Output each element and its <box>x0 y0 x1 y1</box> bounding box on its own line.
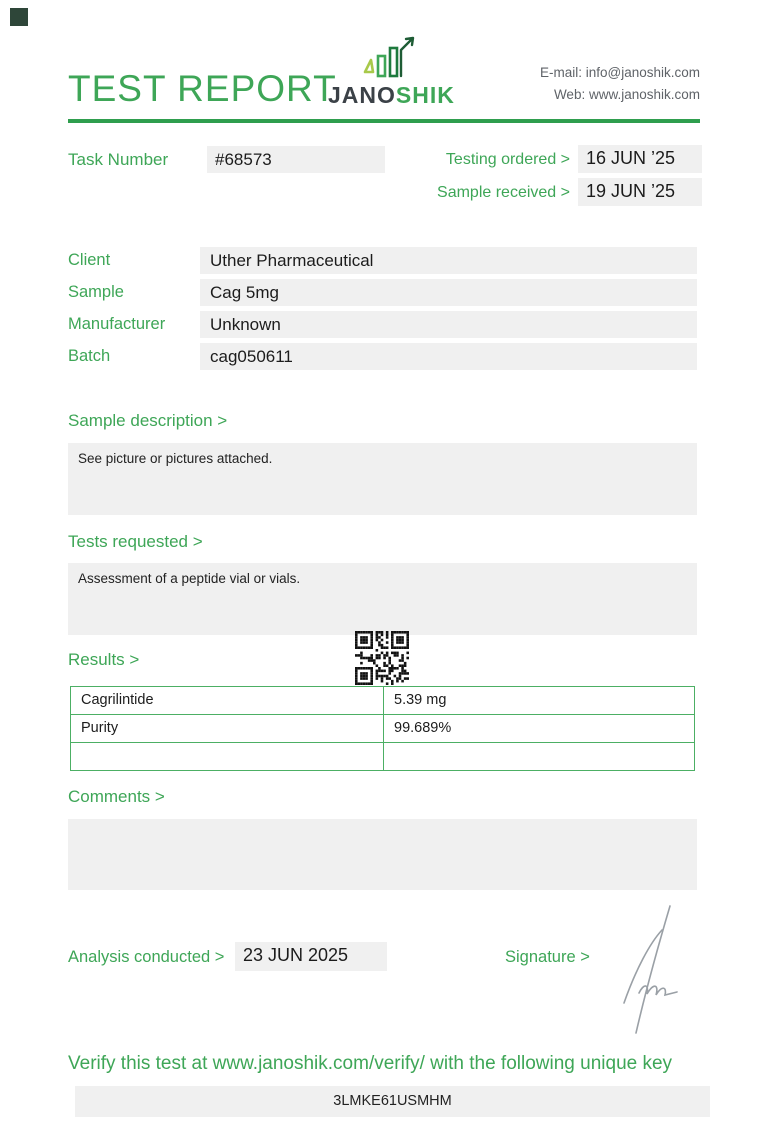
task-number-label: Task Number <box>68 150 169 169</box>
results-heading: Results > <box>68 650 140 669</box>
sample-description-heading: Sample description > <box>68 411 228 430</box>
result-name: Cagrilintide <box>71 687 384 714</box>
signature-scribble <box>612 903 684 1043</box>
result-name: Purity <box>71 715 384 742</box>
contact-block <box>430 62 700 106</box>
analysis-conducted-label: Analysis conducted > <box>68 948 225 966</box>
growth-chart-icon <box>351 36 421 80</box>
unique-key: 3LMKE61USMHM <box>75 1086 710 1117</box>
table-row <box>71 714 694 742</box>
tests-requested-box: Assessment of a peptide vial or vials. <box>68 563 697 635</box>
sample-received-label: Sample received > <box>437 184 570 201</box>
result-value: 99.689% <box>394 720 452 736</box>
page-title: TEST REPORT <box>68 68 337 109</box>
logo-shik: SHIK <box>395 82 455 108</box>
verify-text: Verify this test at www.janoshik.com/verify/ with the following unique key <box>68 1053 673 1074</box>
result-value <box>384 743 694 770</box>
results-table <box>70 686 695 771</box>
contact-web: Web: www.janoshik.com <box>553 87 700 102</box>
logo-jano: JANO <box>328 82 396 108</box>
manufacturer-label: Manufacturer <box>68 315 166 333</box>
table-row <box>71 687 694 714</box>
result-name <box>71 743 384 770</box>
logo <box>328 36 455 109</box>
client-label: Client <box>68 251 111 269</box>
header-divider <box>68 119 700 123</box>
batch-label: Batch <box>68 347 111 365</box>
client-value: Uther Pharmaceutical <box>200 247 697 274</box>
comments-box <box>68 819 697 890</box>
sample-value: Cag 5mg <box>200 279 697 306</box>
sample-received-date: 19 JUN ’25 <box>578 178 702 206</box>
manufacturer-value: Unknown <box>200 311 697 338</box>
signature-label: Signature > <box>505 948 590 966</box>
corner-mark <box>10 8 28 26</box>
testing-ordered-label: Testing ordered > <box>445 151 570 168</box>
testing-ordered-date: 16 JUN ’25 <box>578 145 702 173</box>
tests-requested-heading: Tests requested > <box>68 532 203 551</box>
comments-heading: Comments > <box>68 787 165 806</box>
contact-email: E-mail: info@janoshik.com <box>539 65 700 80</box>
task-number-value: #68573 <box>207 146 385 173</box>
sample-description-box: See picture or pictures attached. <box>68 443 697 515</box>
sample-label: Sample <box>68 283 124 301</box>
analysis-date: 23 JUN 2025 <box>235 942 387 971</box>
result-value: 5.39 mg <box>394 692 447 708</box>
logo-wordmark <box>328 82 455 109</box>
table-row <box>71 742 694 770</box>
batch-value: cag050611 <box>200 343 697 370</box>
qr-code <box>355 631 409 685</box>
